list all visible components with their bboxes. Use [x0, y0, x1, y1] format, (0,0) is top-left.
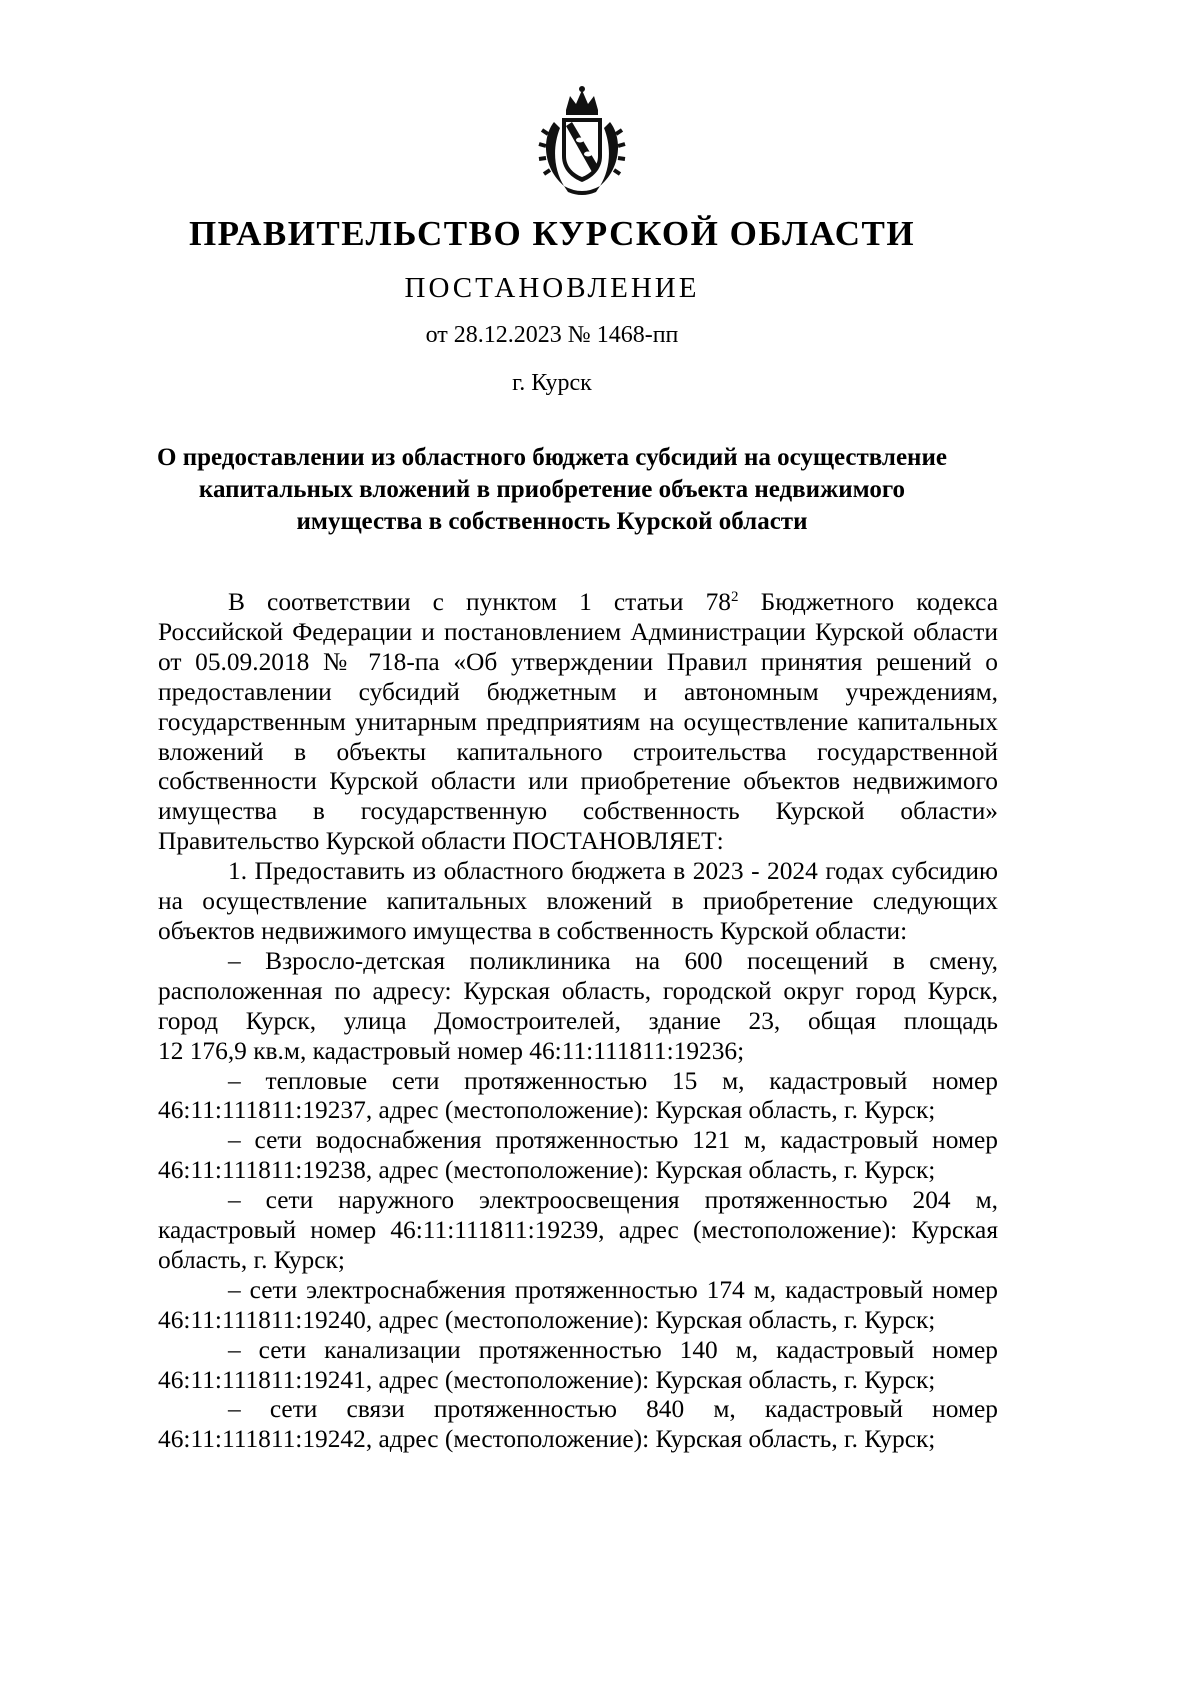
subject-line: имущества в собственность Курской области — [296, 508, 808, 535]
object-list-item — [158, 947, 998, 1067]
object-list-item — [158, 1395, 998, 1455]
item-1-paragraph — [158, 857, 998, 947]
document-number: от 28.12.2023 № 1468-пп — [425, 322, 679, 348]
kursk-coat-of-arms-icon — [524, 82, 640, 198]
subject-line: капитальных вложений в приобретение объекта недвижимого — [198, 476, 906, 503]
body-line: предоставлении субсидий бюджетным и автономным учреждениям, — [158, 677, 998, 706]
body-line: – Взросло-детская поликлиника на 600 посещений в смену, — [228, 946, 998, 975]
object-list-item — [158, 1276, 998, 1336]
body-line: объектов недвижимого имущества в собственность Курской области: — [158, 916, 908, 945]
body-line: 46:11:111811:19241, адрес (местоположение): Курская область, г. Курск; — [158, 1365, 936, 1394]
body-line: Правительство Курской области ПОСТАНОВЛЯЕТ: — [158, 827, 724, 856]
body-line: – тепловые сети протяженностью 15 м, кадастровый номер — [228, 1066, 998, 1095]
body-line: 46:11:111811:19237, адрес (местоположение): Курская область, г. Курск; — [158, 1096, 936, 1125]
body-line: 1. Предоставить из областного бюджета в 2023 - 2024 годах субсидию — [228, 857, 998, 886]
object-list-item — [158, 1336, 998, 1396]
body-line: от 05.09.2018 № 718-па «Об утверждении Правил принятия решений о — [158, 647, 998, 676]
body-line: имущества в государственную собственность Курской области» — [158, 797, 998, 826]
body-line: – сети водоснабжения протяженностью 121 м, кадастровый номер — [228, 1126, 998, 1155]
body-line: 12 176,9 кв.м, кадастровый номер 46:11:111811:19236; — [158, 1036, 745, 1065]
object-list-item — [158, 1126, 998, 1186]
object-list-item — [158, 1067, 998, 1127]
body-line: – сети наружного электроосвещения протяженностью 204 м, — [228, 1186, 998, 1215]
document-type: ПОСТАНОВЛЕНИЕ — [404, 272, 700, 304]
subject-line: О предоставлении из областного бюджета субсидий на осуществление — [157, 444, 947, 471]
body-line: – сети электроснабжения протяженностью 174 м, кадастровый номер — [228, 1275, 998, 1304]
object-list-item — [158, 1186, 998, 1276]
intro-paragraph — [158, 588, 998, 857]
body-line: кадастровый номер 46:11:111811:19239, адрес (местоположение): Курская — [158, 1216, 998, 1245]
body-line: Российской Федерации и постановлением Администрации Курской области — [158, 617, 998, 646]
body-line: 46:11:111811:19242, адрес (местоположение): Курская область, г. Курск; — [158, 1425, 936, 1454]
organization-title: ПРАВИТЕЛЬСТВО КУРСКОЙ ОБЛАСТИ — [188, 214, 916, 253]
document-body — [158, 588, 998, 1455]
body-line: – сети связи протяженностью 840 м, кадастровый номер — [228, 1395, 998, 1424]
body-line: – сети канализации протяженностью 140 м, кадастровый номер — [228, 1335, 998, 1364]
document-subject — [0, 442, 1104, 538]
body-line: город Курск, улица Домостроителей, здание 23, общая площадь — [158, 1006, 998, 1035]
body-line: 46:11:111811:19240, адрес (местоположение): Курская область, г. Курск; — [158, 1305, 936, 1334]
body-line: 46:11:111811:19238, адрес (местоположение): Курская область, г. Курск; — [158, 1156, 936, 1185]
body-line: собственности Курской области или приобретение объектов недвижимого — [158, 767, 998, 796]
body-line: вложений в объекты капитального строительства государственной — [158, 737, 998, 766]
body-line: на осуществление капитальных вложений в приобретение следующих — [158, 887, 998, 916]
body-line: В соответствии с пунктом 1 статьи $78^2$ Бюджетного кодекса — [228, 588, 998, 616]
superscript: 2 — [730, 589, 739, 605]
body-line: государственным унитарным предприятиям на осуществление капитальных — [158, 707, 998, 736]
objects-list — [158, 947, 998, 1455]
body-line: расположенная по адресу: Курская область, городской округ город Курск, — [158, 976, 998, 1005]
body-line: область, г. Курск; — [158, 1245, 345, 1274]
document-city: г. Курск — [512, 370, 592, 396]
